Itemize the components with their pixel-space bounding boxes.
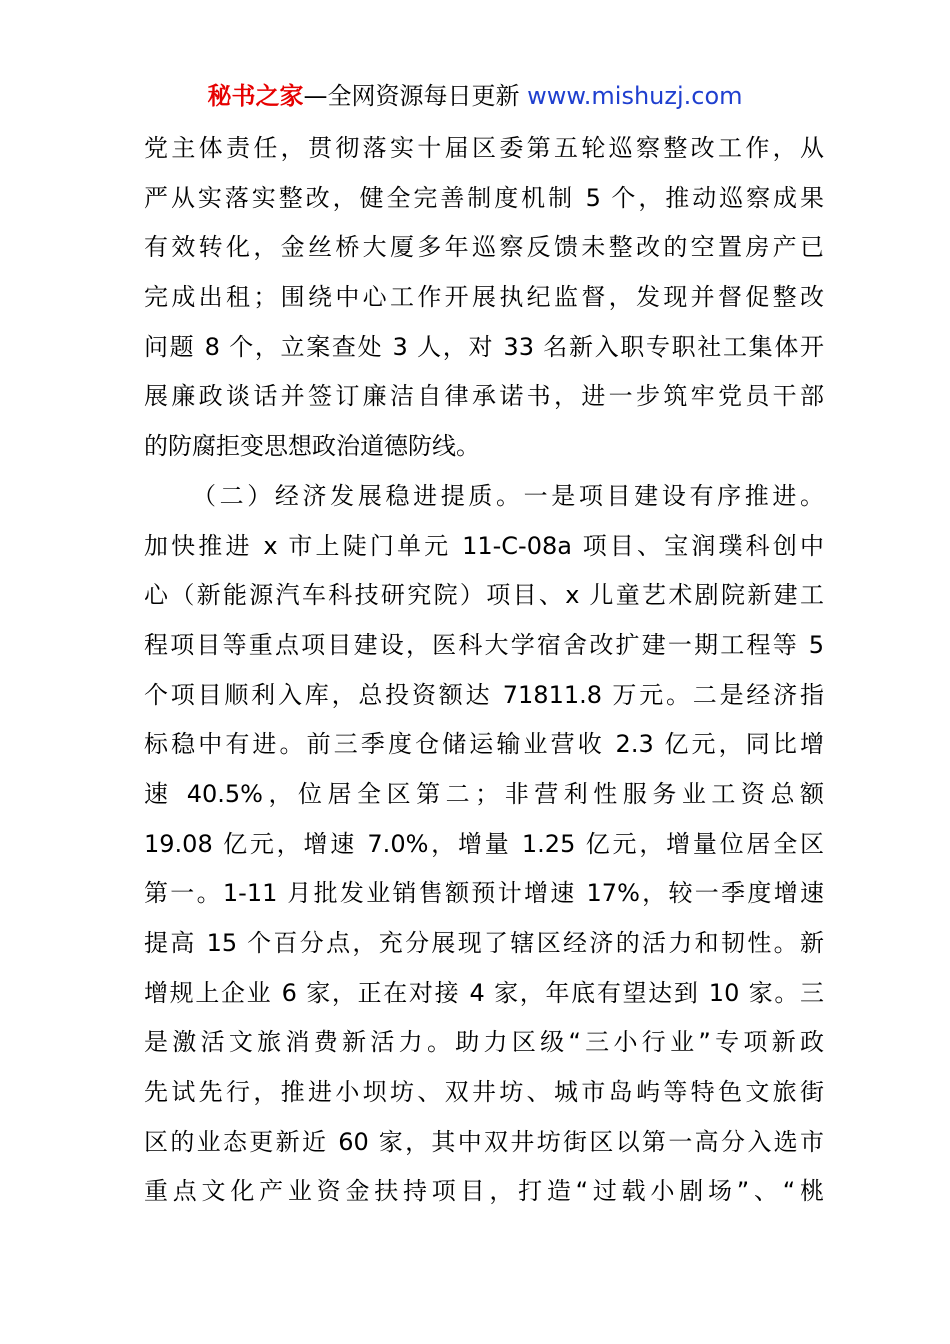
body-line: 区的业态更新近 60 家，其中双井坊街区以第一高分入选市 (144, 1127, 824, 1156)
body-line: 严从实落实整改，健全完善制度机制 5 个，推动巡察成果 (144, 183, 824, 212)
body-line: 重点文化产业资金扶持项目，打造“过载小剧场”、“桃 (144, 1177, 824, 1206)
body-line: 19.08 亿元，增速 7.0%，增量 1.25 亿元，增量位居全区 (144, 829, 824, 858)
body-line: 有效转化，金丝桥大厦多年巡察反馈未整改的空置房产已 (144, 233, 824, 262)
body-line: 完成出租；围绕中心工作开展执纪监督，发现并督促整改 (144, 283, 824, 312)
body-line: 心（新能源汽车科技研究院）项目、x 儿童艺术剧院新建工 (144, 581, 824, 610)
body-line: 党主体责任，贯彻落实十届区委第五轮巡察整改工作，从 (144, 134, 824, 162)
document-body (144, 124, 824, 1217)
section-heading-line: （二）经济发展稳进提质。一是项目建设有序推进。 (192, 481, 824, 510)
body-line: 标稳中有进。前三季度仓储运输业营收 2.3 亿元，同比增 (144, 730, 824, 759)
body-line: 增规上企业 6 家，正在对接 4 家，年底有望达到 10 家。三 (144, 978, 824, 1007)
body-line: 加快推进 x 市上陡门单元 11-C-08a 项目、宝润璞科创中 (144, 531, 824, 560)
site-brand: 秘书之家 (207, 82, 304, 110)
site-tagline: —全网资源每日更新 (303, 82, 528, 110)
body-line: 提高 15 个百分点，充分展现了辖区经济的活力和韧性。新 (144, 929, 824, 957)
body-line: 问题 8 个，立案查处 3 人，对 33 名新入职专职社工集体开 (144, 332, 824, 361)
body-line: 是激活文旅消费新活力。助力区级“三小行业”专项新政 (144, 1028, 824, 1057)
body-line: 个项目顺利入库，总投资额达 71811.8 万元。二是经济指 (144, 680, 824, 709)
body-line: 展廉政谈话并签订廉洁自律承诺书，进一步筑牢党员干部 (144, 382, 824, 411)
site-header (0, 80, 950, 112)
body-line: 第一。1-11 月批发业销售额预计增速 17%，较一季度增速 (144, 879, 824, 908)
body-line: 先试先行，推进小坝坊、双井坊、城市岛屿等特色文旅街 (144, 1078, 824, 1107)
site-url-link[interactable]: www.mishuzj.com (527, 82, 743, 110)
body-line: 的防腐拒变思想政治道德防线。 (144, 432, 480, 461)
body-line: 程项目等重点项目建设，医科大学宿舍改扩建一期工程等 5 (144, 630, 824, 659)
body-line: 速 40.5%，位居全区第二；非营利性服务业工资总额 (144, 779, 824, 808)
